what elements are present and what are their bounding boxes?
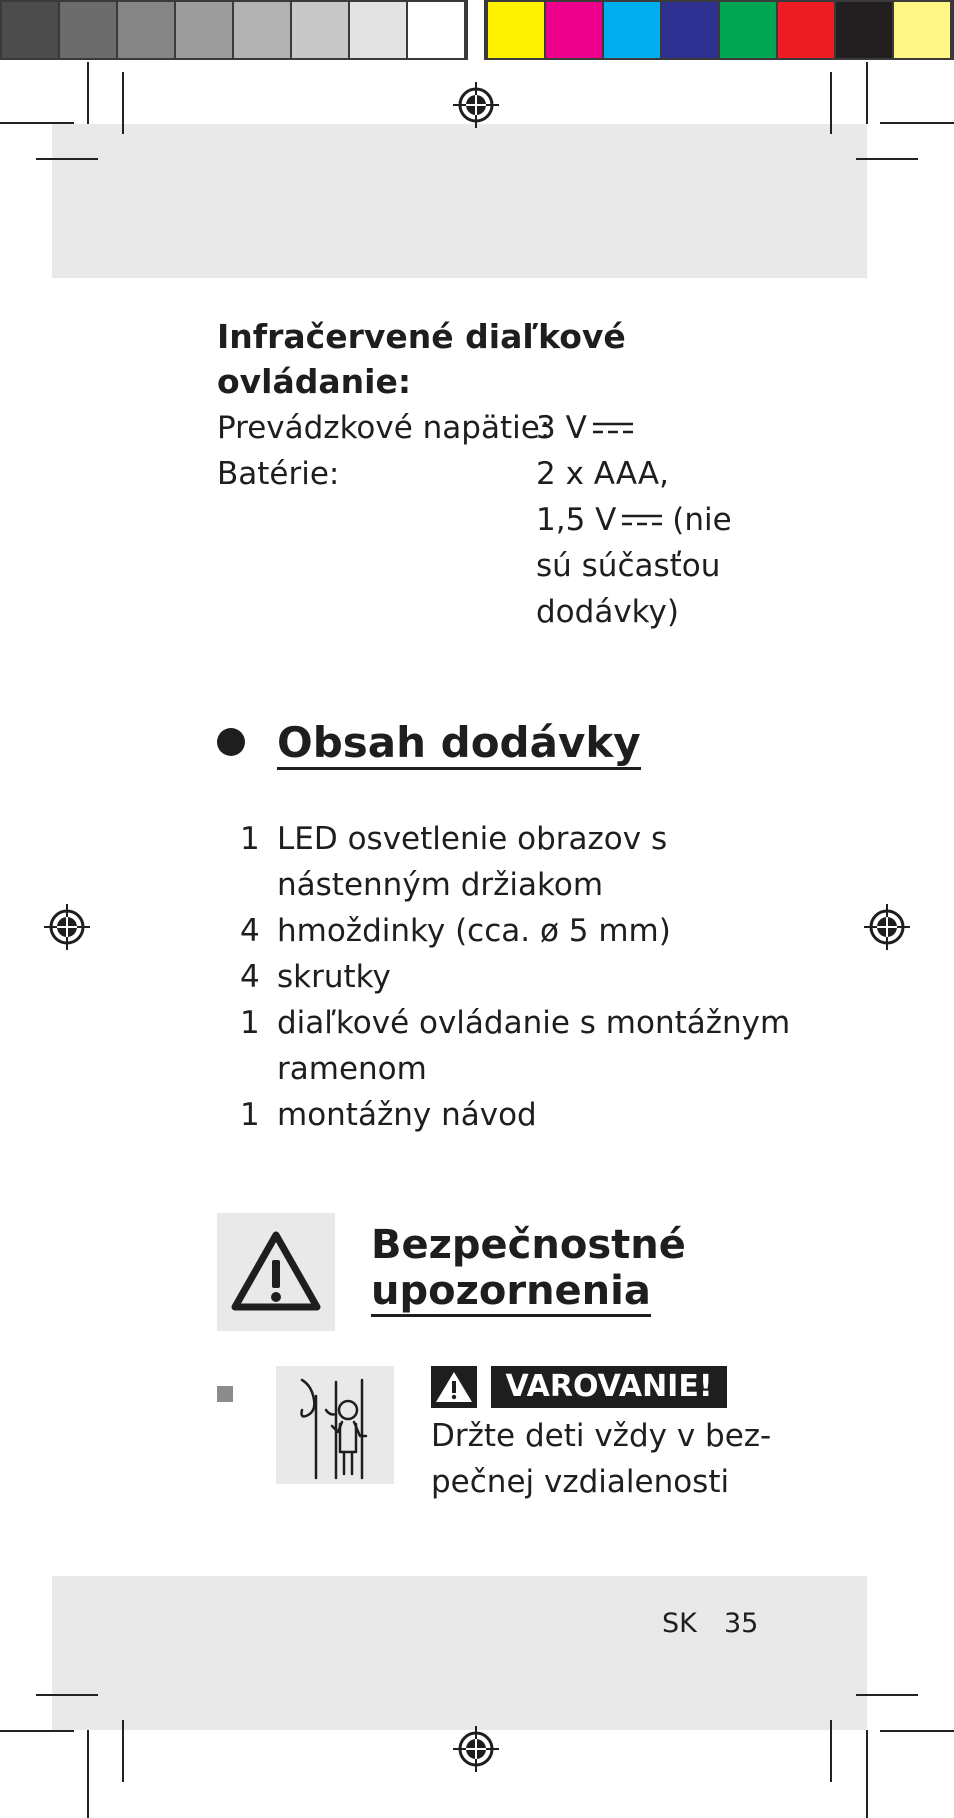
list-item-continuation: ramenom bbox=[277, 1051, 427, 1087]
color-swatch bbox=[546, 2, 602, 58]
list-item-continuation: nástenným držiakom bbox=[277, 867, 604, 903]
item-text: montážny návod bbox=[277, 1097, 537, 1133]
color-swatch bbox=[720, 2, 776, 58]
battery-value-line1: 2 x AAA, bbox=[536, 456, 669, 492]
item-qty: 4 bbox=[240, 913, 260, 949]
bullet-square-icon bbox=[217, 1386, 233, 1402]
remote-heading-line1: Infračervené diaľkové bbox=[217, 317, 626, 356]
voltage-value-text: 3 V bbox=[536, 410, 587, 446]
warning-triangle-box bbox=[217, 1213, 335, 1331]
gray-swatch bbox=[350, 2, 406, 58]
list-item bbox=[240, 1092, 537, 1138]
item-text: diaľkové ovládanie s montážnym bbox=[277, 1005, 791, 1041]
list-item bbox=[240, 816, 667, 862]
warning-triangle-icon bbox=[217, 1213, 335, 1331]
voltage-value bbox=[536, 405, 633, 451]
bottom-gray-band bbox=[52, 1576, 867, 1730]
item-text: LED osvetlenie obrazov s bbox=[277, 821, 668, 857]
item-qty: 1 bbox=[240, 1005, 260, 1041]
registration-mark-icon bbox=[453, 82, 499, 128]
footer-language: SK bbox=[662, 1608, 697, 1639]
item-qty: 4 bbox=[240, 959, 260, 995]
color-swatch bbox=[894, 2, 950, 58]
registration-mark-icon bbox=[453, 1726, 499, 1772]
remote-specs-heading bbox=[217, 314, 626, 404]
top-gray-band bbox=[52, 124, 867, 278]
registration-mark-icon bbox=[44, 904, 90, 950]
gray-swatch bbox=[176, 2, 232, 58]
safety-title-line1: Bezpečnostné bbox=[371, 1222, 686, 1268]
item-text: hmoždinky (cca. ø 5 mm) bbox=[277, 913, 671, 949]
remote-heading-line2: ovládanie: bbox=[217, 362, 412, 401]
bullet-dot-icon bbox=[217, 728, 245, 756]
footer-page-number: 35 bbox=[724, 1608, 759, 1639]
color-swatch bbox=[604, 2, 660, 58]
item-qty: 1 bbox=[240, 1097, 260, 1133]
safety-title-line2: upozornenia bbox=[371, 1268, 651, 1317]
battery-note-start: (nie bbox=[672, 502, 732, 538]
color-swatch bbox=[836, 2, 892, 58]
gray-swatch bbox=[408, 2, 464, 58]
item-text: skrutky bbox=[277, 959, 391, 995]
child-safety-box bbox=[276, 1366, 394, 1484]
safety-heading bbox=[371, 1222, 686, 1317]
dc-current-icon bbox=[593, 421, 633, 435]
dc-current-icon bbox=[622, 513, 662, 527]
delivery-title: Obsah dodávky bbox=[277, 718, 641, 770]
gray-swatch bbox=[2, 2, 58, 58]
battery-value-line3: sú súčasťou bbox=[536, 548, 721, 584]
list-item bbox=[240, 908, 671, 954]
color-swatch bbox=[488, 2, 544, 58]
battery-label: Batérie: bbox=[217, 456, 340, 492]
delivery-heading bbox=[217, 714, 641, 772]
list-item bbox=[240, 1000, 790, 1046]
item-qty: 1 bbox=[240, 821, 260, 857]
battery-value-line2 bbox=[536, 497, 732, 543]
varovanie-label: VAROVANIE! bbox=[505, 1369, 713, 1404]
child-near-cord-icon bbox=[276, 1366, 394, 1484]
gray-swatch bbox=[292, 2, 348, 58]
gray-swatch bbox=[60, 2, 116, 58]
list-item bbox=[240, 954, 391, 1000]
color-swatch bbox=[778, 2, 834, 58]
color-swatch bbox=[662, 2, 718, 58]
gray-swatch bbox=[234, 2, 290, 58]
voltage-label: Prevádzkové napätie: bbox=[217, 410, 551, 446]
warning-text-line2: pečnej vzdialenosti bbox=[431, 1464, 730, 1500]
registration-mark-icon bbox=[864, 904, 910, 950]
gray-swatch bbox=[118, 2, 174, 58]
battery-value-line4: dodávky) bbox=[536, 594, 679, 630]
battery-voltage-text: 1,5 V bbox=[536, 502, 617, 538]
warning-text-line1: Držte deti vždy v bez- bbox=[431, 1418, 772, 1454]
